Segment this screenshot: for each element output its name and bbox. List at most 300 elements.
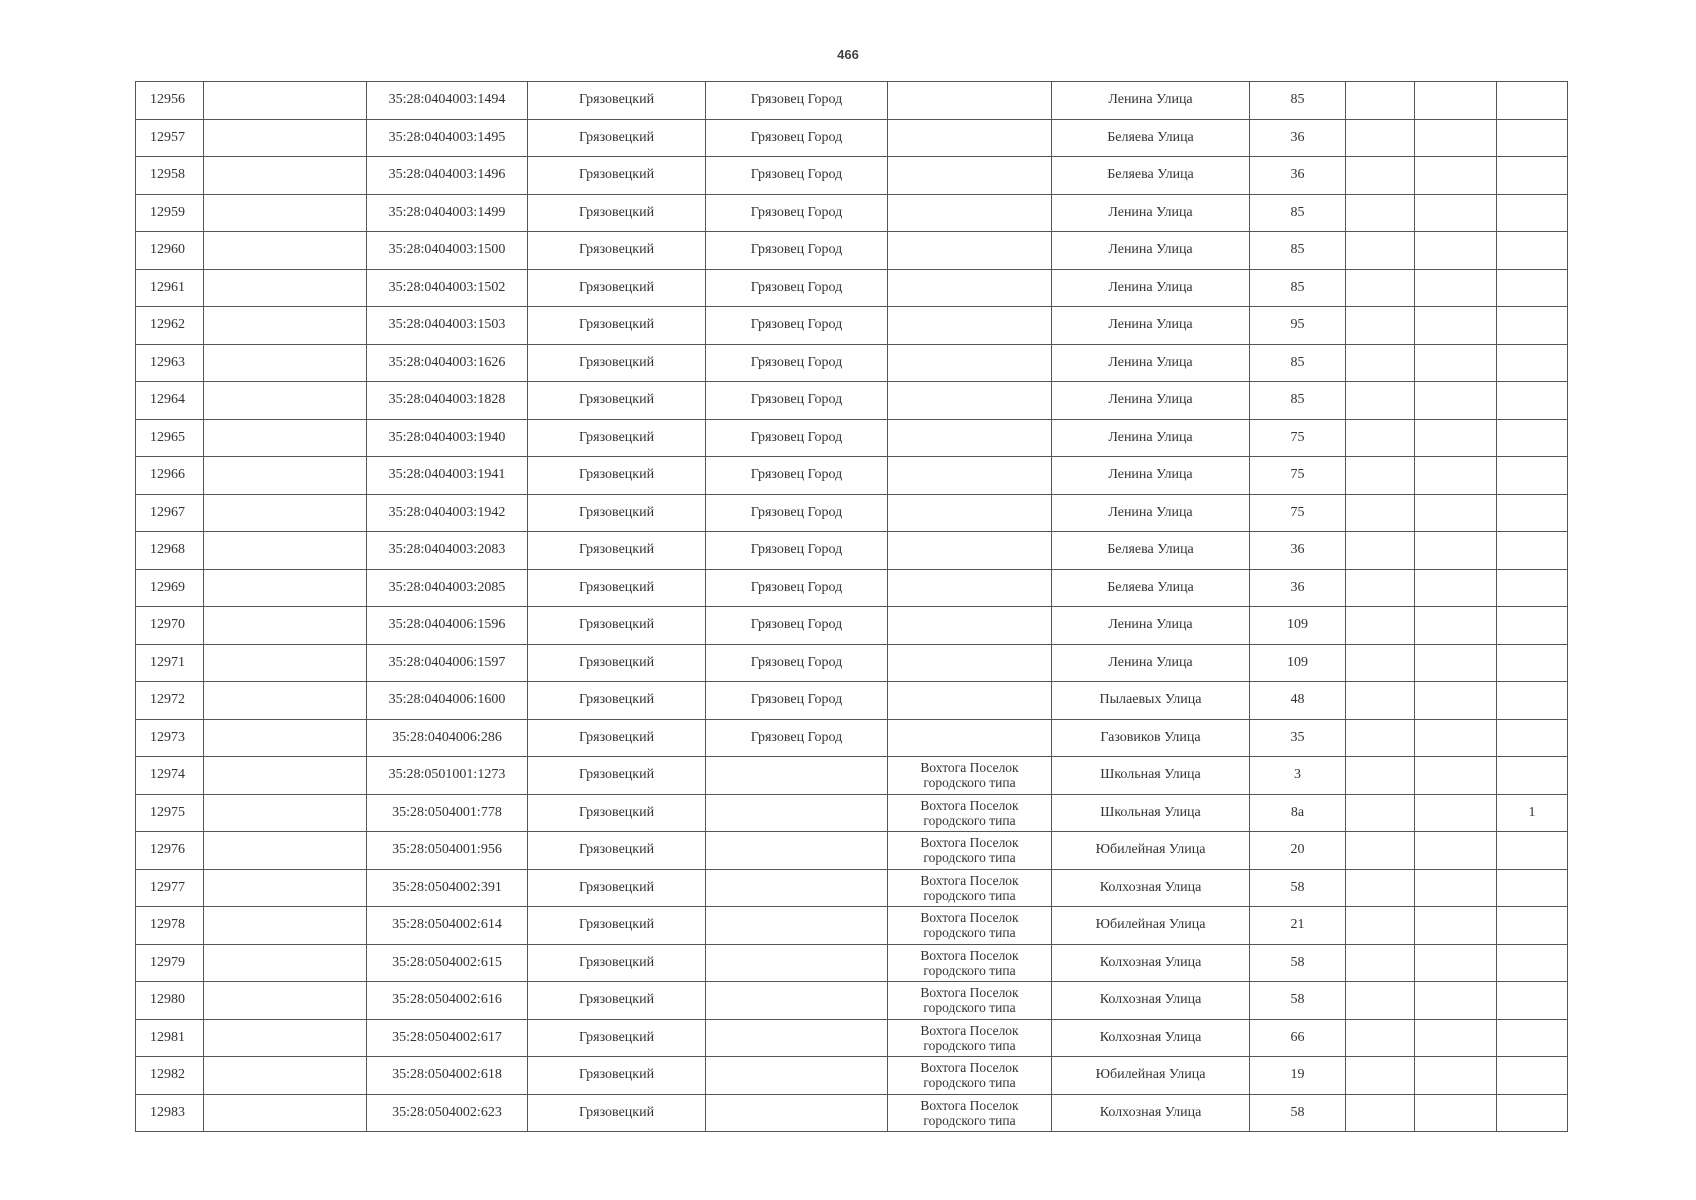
blank-cell [1415,644,1497,682]
settlement-line: Вохтога Поселок [920,947,1019,963]
house-number-cell: 58 [1250,982,1346,1020]
row-number-cell: 12958 [136,157,204,195]
street-cell: Ленина Улица [1052,607,1250,645]
house-number-cell: 75 [1250,457,1346,495]
extra-count-cell [1497,269,1568,307]
house-number-cell: 85 [1250,344,1346,382]
settlement-line: Вохтога Поселок [920,760,1019,776]
settlement-cell [888,232,1052,270]
row-number-cell: 12959 [136,194,204,232]
house-number-cell: 35 [1250,719,1346,757]
extra-count-cell [1497,1057,1568,1095]
cadastral-number-cell: 35:28:0404003:1500 [367,232,528,270]
blank-cell [1346,382,1415,420]
house-number-cell: 109 [1250,607,1346,645]
settlement-cell [888,194,1052,232]
extra-count-cell [1497,682,1568,720]
blank-cell [1415,119,1497,157]
cadastral-number-cell: 35:28:0404006:286 [367,719,528,757]
table-row [136,944,1568,982]
extra-count-cell [1497,119,1568,157]
table-row [136,82,1568,120]
table-row [136,382,1568,420]
city-cell: Грязовец Город [706,382,888,420]
cadastral-number-cell: 35:28:0404003:1940 [367,419,528,457]
blank-cell [1346,607,1415,645]
street-cell: Колхозная Улица [1052,869,1250,907]
cadastral-number-cell: 35:28:0504002:615 [367,944,528,982]
settlement-line: городского типа [923,1075,1016,1091]
district-cell: Грязовецкий [528,1019,706,1057]
cadastral-number-cell: 35:28:0404006:1597 [367,644,528,682]
district-cell: Грязовецкий [528,157,706,195]
extra-count-cell [1497,982,1568,1020]
district-cell: Грязовецкий [528,757,706,795]
blank-cell [204,419,367,457]
city-cell: Грязовец Город [706,194,888,232]
house-number-cell: 85 [1250,382,1346,420]
settlement-line: Вохтога Поселок [920,835,1019,851]
blank-cell [204,982,367,1020]
extra-count-cell [1497,719,1568,757]
settlement-cell [888,869,1052,907]
district-cell: Грязовецкий [528,644,706,682]
blank-cell [1415,157,1497,195]
street-cell: Ленина Улица [1052,382,1250,420]
row-number-cell: 12956 [136,82,204,120]
extra-count-cell [1497,457,1568,495]
street-cell: Колхозная Улица [1052,944,1250,982]
table-row [136,307,1568,345]
table-row [136,344,1568,382]
street-cell: Ленина Улица [1052,344,1250,382]
city-cell [706,757,888,795]
settlement-line: городского типа [923,1112,1016,1128]
extra-count-cell [1497,607,1568,645]
settlement-cell [888,944,1052,982]
settlement-line: городского типа [923,887,1016,903]
house-number-cell: 36 [1250,119,1346,157]
street-cell: Беляева Улица [1052,569,1250,607]
district-cell: Грязовецкий [528,457,706,495]
table-row [136,419,1568,457]
blank-cell [204,1057,367,1095]
blank-cell [1415,794,1497,832]
table-row [136,719,1568,757]
house-number-cell: 109 [1250,644,1346,682]
blank-cell [1415,457,1497,495]
city-cell [706,832,888,870]
settlement-line: Вохтога Поселок [920,1097,1019,1113]
cadastral-number-cell: 35:28:0504002:614 [367,907,528,945]
district-cell: Грязовецкий [528,194,706,232]
cadastral-number-cell: 35:28:0504002:391 [367,869,528,907]
blank-cell [204,382,367,420]
district-cell: Грязовецкий [528,907,706,945]
blank-cell [1346,1094,1415,1132]
row-number-cell: 12963 [136,344,204,382]
settlement-cell [888,494,1052,532]
street-cell: Колхозная Улица [1052,1094,1250,1132]
blank-cell [1346,419,1415,457]
blank-cell [1415,82,1497,120]
cadastral-number-cell: 35:28:0501001:1273 [367,757,528,795]
city-cell [706,982,888,1020]
registry-table-body [136,82,1568,1132]
city-cell [706,1094,888,1132]
row-number-cell: 12962 [136,307,204,345]
street-cell: Школьная Улица [1052,794,1250,832]
settlement-cell [888,307,1052,345]
district-cell: Грязовецкий [528,1094,706,1132]
table-row [136,607,1568,645]
blank-cell [1415,532,1497,570]
row-number-cell: 12982 [136,1057,204,1095]
row-number-cell: 12957 [136,119,204,157]
house-number-cell: 75 [1250,494,1346,532]
blank-cell [204,832,367,870]
blank-cell [1346,719,1415,757]
city-cell: Грязовец Город [706,419,888,457]
district-cell: Грязовецкий [528,232,706,270]
settlement-line: городского типа [923,1037,1016,1053]
city-cell: Грязовец Город [706,644,888,682]
settlement-line: городского типа [923,962,1016,978]
house-number-cell: 3 [1250,757,1346,795]
blank-cell [204,644,367,682]
blank-cell [204,1019,367,1057]
city-cell: Грязовец Город [706,719,888,757]
cadastral-number-cell: 35:28:0404003:1941 [367,457,528,495]
blank-cell [204,569,367,607]
extra-count-cell: 1 [1497,794,1568,832]
extra-count-cell [1497,419,1568,457]
city-cell: Грязовец Город [706,607,888,645]
street-cell: Школьная Улица [1052,757,1250,795]
blank-cell [1346,232,1415,270]
cadastral-number-cell: 35:28:0404003:1626 [367,344,528,382]
blank-cell [1415,307,1497,345]
street-cell: Ленина Улица [1052,269,1250,307]
blank-cell [1415,607,1497,645]
settlement-cell [888,269,1052,307]
house-number-cell: 36 [1250,532,1346,570]
extra-count-cell [1497,344,1568,382]
settlement-cell [888,907,1052,945]
blank-cell [204,194,367,232]
district-cell: Грязовецкий [528,382,706,420]
blank-cell [1346,907,1415,945]
extra-count-cell [1497,494,1568,532]
city-cell [706,907,888,945]
street-cell: Ленина Улица [1052,494,1250,532]
blank-cell [1346,269,1415,307]
blank-cell [204,457,367,495]
house-number-cell: 19 [1250,1057,1346,1095]
row-number-cell: 12960 [136,232,204,270]
blank-cell [204,157,367,195]
blank-cell [1346,757,1415,795]
district-cell: Грязовецкий [528,869,706,907]
table-row [136,1094,1568,1132]
house-number-cell: 8а [1250,794,1346,832]
cadastral-number-cell: 35:28:0404006:1596 [367,607,528,645]
cadastral-number-cell: 35:28:0504001:956 [367,832,528,870]
settlement-line: Вохтога Поселок [920,985,1019,1001]
row-number-cell: 12975 [136,794,204,832]
blank-cell [204,719,367,757]
street-cell: Колхозная Улица [1052,982,1250,1020]
blank-cell [1346,119,1415,157]
cadastral-number-cell: 35:28:0504002:623 [367,1094,528,1132]
blank-cell [1415,719,1497,757]
extra-count-cell [1497,1094,1568,1132]
table-row [136,644,1568,682]
house-number-cell: 58 [1250,944,1346,982]
blank-cell [1346,194,1415,232]
house-number-cell: 75 [1250,419,1346,457]
table-row [136,269,1568,307]
extra-count-cell [1497,569,1568,607]
extra-count-cell [1497,907,1568,945]
cadastral-number-cell: 35:28:0404003:1496 [367,157,528,195]
blank-cell [1346,644,1415,682]
cadastral-number-cell: 35:28:0404003:1503 [367,307,528,345]
row-number-cell: 12966 [136,457,204,495]
blank-cell [204,682,367,720]
settlement-cell [888,1057,1052,1095]
settlement-cell [888,1094,1052,1132]
row-number-cell: 12972 [136,682,204,720]
district-cell: Грязовецкий [528,269,706,307]
street-cell: Ленина Улица [1052,419,1250,457]
table-row [136,794,1568,832]
house-number-cell: 85 [1250,269,1346,307]
blank-cell [1346,344,1415,382]
blank-cell [204,344,367,382]
settlement-line: Вохтога Поселок [920,797,1019,813]
extra-count-cell [1497,382,1568,420]
blank-cell [204,532,367,570]
row-number-cell: 12969 [136,569,204,607]
blank-cell [1346,982,1415,1020]
cadastral-number-cell: 35:28:0404003:1828 [367,382,528,420]
extra-count-cell [1497,82,1568,120]
street-cell: Юбилейная Улица [1052,907,1250,945]
district-cell: Грязовецкий [528,344,706,382]
house-number-cell: 36 [1250,157,1346,195]
city-cell: Грязовец Город [706,344,888,382]
street-cell: Ленина Улица [1052,194,1250,232]
city-cell: Грязовец Город [706,232,888,270]
blank-cell [1415,907,1497,945]
cadastral-number-cell: 35:28:0504001:778 [367,794,528,832]
extra-count-cell [1497,232,1568,270]
row-number-cell: 12974 [136,757,204,795]
table-row [136,907,1568,945]
house-number-cell: 48 [1250,682,1346,720]
settlement-cell [888,344,1052,382]
table-row [136,194,1568,232]
table-row [136,1019,1568,1057]
blank-cell [1415,1057,1497,1095]
district-cell: Грязовецкий [528,682,706,720]
district-cell: Грязовецкий [528,307,706,345]
blank-cell [1346,307,1415,345]
settlement-cell [888,682,1052,720]
blank-cell [1346,794,1415,832]
district-cell: Грязовецкий [528,719,706,757]
city-cell [706,944,888,982]
street-cell: Беляева Улица [1052,119,1250,157]
extra-count-cell [1497,194,1568,232]
blank-cell [204,307,367,345]
table-row [136,1057,1568,1095]
street-cell: Колхозная Улица [1052,1019,1250,1057]
blank-cell [204,757,367,795]
settlement-cell [888,757,1052,795]
city-cell: Грязовец Город [706,532,888,570]
cadastral-number-cell: 35:28:0404003:2083 [367,532,528,570]
settlement-line: городского типа [923,925,1016,941]
row-number-cell: 12976 [136,832,204,870]
city-cell [706,869,888,907]
cadastral-number-cell: 35:28:0404003:1502 [367,269,528,307]
blank-cell [1415,569,1497,607]
table-row [136,569,1568,607]
row-number-cell: 12965 [136,419,204,457]
blank-cell [1415,269,1497,307]
district-cell: Грязовецкий [528,607,706,645]
table-row [136,457,1568,495]
settlement-line: Вохтога Поселок [920,872,1019,888]
street-cell: Беляева Улица [1052,157,1250,195]
settlement-cell [888,982,1052,1020]
house-number-cell: 95 [1250,307,1346,345]
cadastral-number-cell: 35:28:0404003:1499 [367,194,528,232]
row-number-cell: 12971 [136,644,204,682]
blank-cell [1346,832,1415,870]
blank-cell [1415,344,1497,382]
extra-count-cell [1497,532,1568,570]
cadastral-number-cell: 35:28:0404003:2085 [367,569,528,607]
blank-cell [204,607,367,645]
blank-cell [1346,532,1415,570]
blank-cell [204,119,367,157]
district-cell: Грязовецкий [528,494,706,532]
district-cell: Грязовецкий [528,944,706,982]
house-number-cell: 85 [1250,82,1346,120]
street-cell: Пылаевых Улица [1052,682,1250,720]
row-number-cell: 12961 [136,269,204,307]
city-cell [706,1019,888,1057]
row-number-cell: 12979 [136,944,204,982]
city-cell: Грязовец Город [706,119,888,157]
cadastral-number-cell: 35:28:0404003:1942 [367,494,528,532]
table-row [136,119,1568,157]
blank-cell [204,944,367,982]
settlement-line: Вохтога Поселок [920,910,1019,926]
house-number-cell: 58 [1250,869,1346,907]
blank-cell [204,232,367,270]
table-row [136,682,1568,720]
street-cell: Юбилейная Улица [1052,832,1250,870]
table-row [136,494,1568,532]
house-number-cell: 36 [1250,569,1346,607]
blank-cell [1415,194,1497,232]
blank-cell [204,82,367,120]
settlement-cell [888,82,1052,120]
settlement-cell [888,119,1052,157]
table-row [136,757,1568,795]
table-row [136,157,1568,195]
blank-cell [1415,982,1497,1020]
settlement-cell [888,607,1052,645]
blank-cell [1415,1019,1497,1057]
blank-cell [1346,569,1415,607]
street-cell: Ленина Улица [1052,232,1250,270]
row-number-cell: 12964 [136,382,204,420]
row-number-cell: 12981 [136,1019,204,1057]
cadastral-number-cell: 35:28:0504002:618 [367,1057,528,1095]
street-cell: Ленина Улица [1052,457,1250,495]
cadastral-number-cell: 35:28:0504002:617 [367,1019,528,1057]
settlement-cell [888,457,1052,495]
house-number-cell: 66 [1250,1019,1346,1057]
street-cell: Ленина Улица [1052,307,1250,345]
district-cell: Грязовецкий [528,119,706,157]
settlement-line: городского типа [923,775,1016,791]
cadastral-number-cell: 35:28:0404003:1495 [367,119,528,157]
extra-count-cell [1497,1019,1568,1057]
settlement-cell [888,382,1052,420]
settlement-cell [888,532,1052,570]
settlement-line: Вохтога Поселок [920,1022,1019,1038]
blank-cell [1346,869,1415,907]
city-cell: Грязовец Город [706,307,888,345]
table-row [136,232,1568,270]
blank-cell [1415,494,1497,532]
extra-count-cell [1497,944,1568,982]
street-cell: Газовиков Улица [1052,719,1250,757]
blank-cell [1346,1019,1415,1057]
cadastral-number-cell: 35:28:0504002:616 [367,982,528,1020]
extra-count-cell [1497,307,1568,345]
city-cell: Грязовец Город [706,82,888,120]
extra-count-cell [1497,757,1568,795]
table-row [136,832,1568,870]
extra-count-cell [1497,157,1568,195]
blank-cell [204,269,367,307]
blank-cell [1346,457,1415,495]
blank-cell [1415,757,1497,795]
district-cell: Грязовецкий [528,1057,706,1095]
blank-cell [1415,1094,1497,1132]
district-cell: Грязовецкий [528,982,706,1020]
city-cell: Грязовец Город [706,682,888,720]
house-number-cell: 85 [1250,232,1346,270]
settlement-cell [888,719,1052,757]
row-number-cell: 12980 [136,982,204,1020]
cadastral-number-cell: 35:28:0404003:1494 [367,82,528,120]
row-number-cell: 12970 [136,607,204,645]
blank-cell [1346,82,1415,120]
house-number-cell: 21 [1250,907,1346,945]
blank-cell [1346,944,1415,982]
blank-cell [204,869,367,907]
house-number-cell: 20 [1250,832,1346,870]
extra-count-cell [1497,644,1568,682]
